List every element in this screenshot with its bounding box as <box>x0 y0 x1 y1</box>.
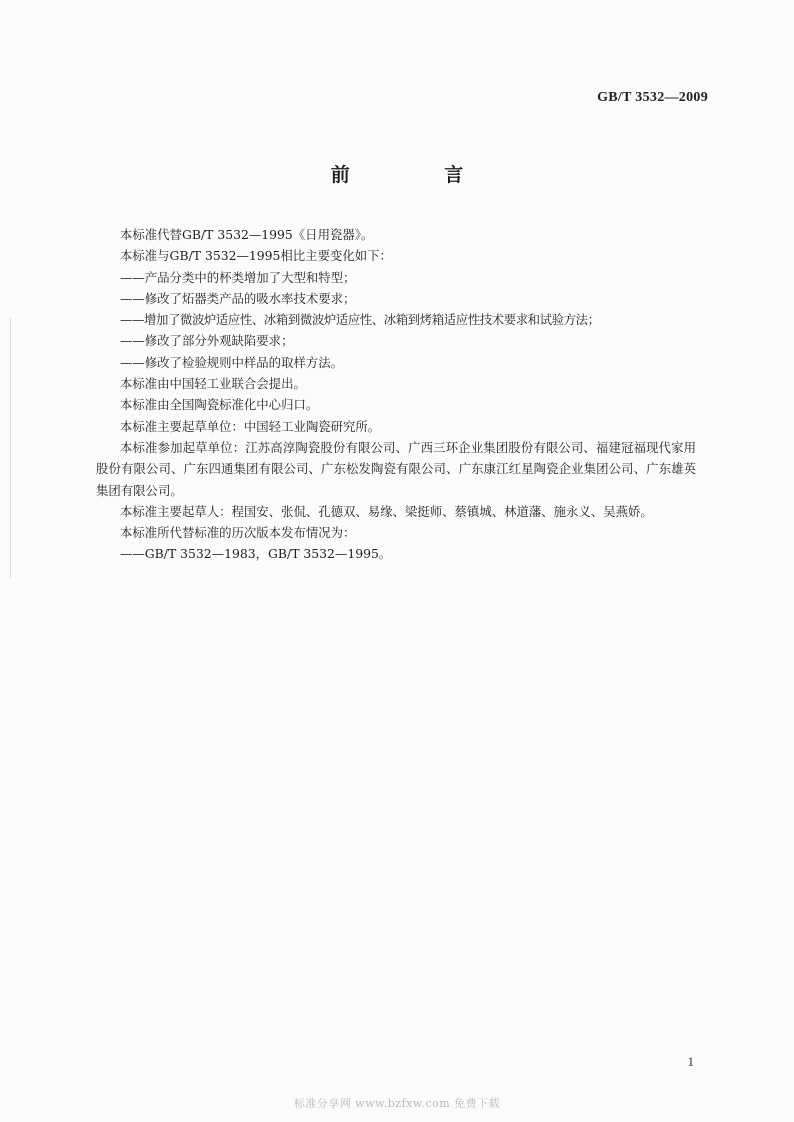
standard-number: GB/T 3532—2009 <box>597 90 708 105</box>
paragraph-participating-units: 本标准参加起草单位：江苏高淳陶瓷股份有限公司、广西三环企业集团股份有限公司、福建冠福现代家用股份有限公司、广东四通集团有限公司、广东松发陶瓷有限公司、广东康江红星陶瓷企业集团公司、广东雄英集团有限公司。 <box>96 439 696 498</box>
history-item: ——GB/T 3532—1983，GB/T 3532—1995。 <box>120 546 392 562</box>
paragraph-changes-intro: 本标准与GB/T 3532—1995相比主要变化如下： <box>120 248 392 264</box>
change-item: ——修改了部分外观缺陷要求； <box>120 333 294 349</box>
paragraph-history-intro: 本标准所代替标准的历次版本发布情况为： <box>120 525 356 541</box>
change-item: ——修改了检验规则中样品的取样方法。 <box>120 354 344 370</box>
watermark-text: 标准分享网 www.bzfxw.com 免费下载 <box>293 1097 501 1110</box>
paragraph-centralized-by: 本标准由全国陶瓷标准化中心归口。 <box>120 397 319 413</box>
paragraph-main-drafters: 本标准主要起草人：程国安、张侃、孔德双、易缘、梁挺师、蔡镇城、林道藩、施永义、吴燕娇。 <box>120 503 653 519</box>
foreword-body <box>96 224 696 565</box>
change-item: ——增加了微波炉适应性、冰箱到微波炉适应性、冰箱到烤箱适应性技术要求和试验方法； <box>120 312 600 328</box>
paragraph-replaces: 本标准代替GB/T 3532—1995《日用瓷器》。 <box>120 227 374 242</box>
paragraph-main-drafter-unit: 本标准主要起草单位：中国轻工业陶瓷研究所。 <box>120 418 381 434</box>
paragraph-proposed-by: 本标准由中国轻工业联合会提出。 <box>120 376 306 392</box>
change-item: ——修改了炻器类产品的吸水率技术要求； <box>120 290 356 306</box>
section-title: 前 言 <box>330 164 508 186</box>
page-number: 1 <box>687 1054 694 1069</box>
change-item: ——产品分类中的杯类增加了大型和特型； <box>120 269 356 285</box>
scan-edge-mark <box>10 318 11 578</box>
